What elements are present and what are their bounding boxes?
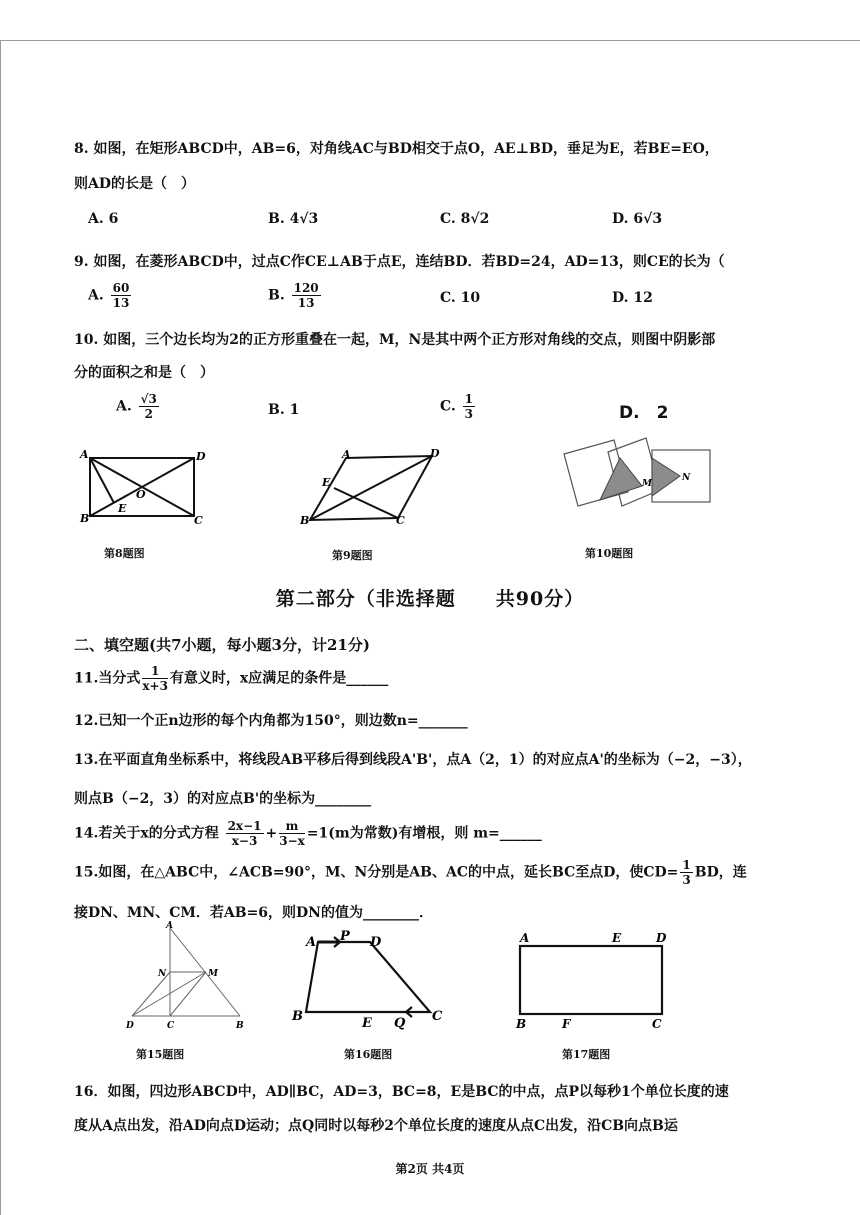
- figure-8-caption: 第8题图: [104, 547, 145, 560]
- q15-line2: 接DN、MN、CM．若AB=6，则DN的值为________．: [74, 905, 433, 921]
- fill-in-section-heading: 二、填空题(共7小题，每小题3分，计21分): [74, 636, 370, 654]
- fig9-label-d: D: [430, 447, 440, 460]
- q14-fraction-2: [279, 819, 305, 848]
- fig16-label-c: C: [432, 1009, 443, 1024]
- figure-15: [124, 922, 254, 1032]
- q10-option-b: B. 1: [268, 402, 300, 418]
- fig15-segment-cm: [170, 972, 206, 1016]
- q9-option-b-label: B.: [268, 287, 285, 304]
- q9-option-a-fraction: [111, 281, 132, 310]
- fig15-label-d: D: [126, 1021, 134, 1031]
- fig8-label-o: O: [136, 488, 146, 501]
- fig8-label-e: E: [118, 502, 127, 515]
- fig8-label-d: D: [196, 450, 206, 463]
- fig10-label-m: M: [642, 479, 652, 489]
- q9-option-a-numerator: 60: [112, 281, 130, 295]
- q10-stem-line2: 分的面积之和是（ ）: [74, 365, 214, 381]
- q14-fraction-1-numerator: 2x−1: [227, 819, 262, 833]
- fig17-label-f: F: [562, 1017, 571, 1031]
- q10-option-c-denominator: 3: [464, 407, 474, 421]
- figure-16-caption: 第16题图: [344, 1048, 393, 1061]
- q9-option-b-numerator: 120: [293, 281, 319, 295]
- figure-17: [512, 926, 692, 1036]
- q10-option-a-denominator: 2: [144, 407, 153, 421]
- q11-denominator: x+3: [142, 679, 168, 693]
- fig17-label-c: C: [652, 1017, 662, 1031]
- figure-10-caption: 第10题图: [585, 547, 634, 560]
- fig8-label-b: B: [80, 512, 90, 525]
- q14-suffix: =1(m为常数)有增根，则 m=______: [306, 825, 542, 842]
- fig16-trapezoid: [306, 942, 430, 1012]
- fig17-label-a: A: [520, 931, 530, 945]
- q15-numerator: 1: [682, 858, 691, 872]
- fig10-shaded-region-2: [652, 458, 680, 496]
- q9-stem: 9. 如图，在菱形ABCD中，过点C作CE⊥AB于点E，连结BD．若BD=24，AD=13，则CE的长为（: [74, 254, 725, 270]
- q11-suffix: 有意义时，x应满足的条件是______: [169, 670, 389, 687]
- q15-line1: [74, 858, 747, 887]
- q10-option-c: [440, 392, 477, 421]
- fig9-label-a: A: [342, 448, 351, 461]
- figure-17-caption: 第17题图: [562, 1048, 611, 1061]
- fig17-label-e: E: [612, 931, 622, 945]
- q9-option-a-denominator: 13: [112, 296, 130, 310]
- q9-option-a: [88, 281, 133, 310]
- figure-10: [560, 434, 720, 524]
- figure-8: [78, 448, 218, 528]
- figure-9-caption: 第9题图: [332, 549, 373, 562]
- fig8-label-a: A: [80, 448, 89, 461]
- figure-15-caption: 第15题图: [136, 1048, 185, 1061]
- q15-fraction: [680, 858, 692, 887]
- fig15-label-c: C: [167, 1021, 175, 1031]
- fig16-label-p: P: [340, 929, 350, 944]
- q14-fraction-2-numerator: m: [279, 819, 305, 834]
- q10-option-a-numerator: √3: [140, 392, 157, 406]
- q10-stem-line1: 10. 如图，三个边长均为2的正方形重叠在一起，M，N是其中两个正方形对角线的交点，则图中阴影部: [74, 332, 716, 348]
- q9-option-b-denominator: 13: [297, 296, 315, 310]
- q16-line1: 16．如图，四边形ABCD中，AD∥BC，AD=3，BC=8，E是BC的中点，点P以每秒1个单位长度的速: [74, 1084, 729, 1100]
- q11-fraction: [142, 664, 168, 693]
- fig16-label-d: D: [370, 935, 382, 950]
- q8-stem-line1: 8. 如图，在矩形ABCD中，AB=6，对角线AC与BD相交于点O，AE⊥BD，垂足为E，若BE=EO，: [74, 141, 719, 157]
- q14-prefix: 14.若关于x的分式方程: [74, 825, 219, 842]
- q11-numerator: 1: [142, 664, 168, 679]
- q8-option-c: C. 8√2: [440, 211, 490, 227]
- q13-line1: 13.在平面直角坐标系中，将线段AB平移后得到线段A'B'，点A（2，1）的对应点A'的坐标为（−2，−3），: [74, 752, 752, 768]
- fig15-label-m: M: [208, 969, 218, 979]
- fig16-label-e: E: [362, 1016, 372, 1031]
- q8-option-d: D. 6√3: [612, 211, 663, 227]
- q14-fraction-1: [226, 819, 264, 848]
- q9-option-b: [268, 281, 323, 310]
- fig17-label-d: D: [656, 931, 667, 945]
- q8-stem-line2: 则AD的长是（ ）: [74, 176, 196, 192]
- q10-option-a-fraction: [139, 392, 159, 421]
- q9-option-a-label: A.: [88, 287, 104, 304]
- q15-denominator: 3: [682, 873, 691, 887]
- q8-option-a: A. 6: [88, 211, 119, 227]
- fig15-label-n: N: [158, 969, 167, 979]
- q15-prefix: 15.如图，在△ABC中，∠ACB=90°，M、N分别是AB、AC的中点，延长BC至点D，使CD=: [74, 864, 679, 881]
- q15-suffix: BD，连: [694, 864, 747, 881]
- fig9-label-b: B: [300, 514, 310, 527]
- fig17-rectangle: [520, 946, 662, 1014]
- fig10-label-n: N: [682, 473, 691, 483]
- q8-option-b: B. 4√3: [268, 211, 319, 227]
- q12: 12.已知一个正n边形的每个内角都为150°，则边数n=_______: [74, 713, 468, 729]
- fig15-label-a: A: [166, 921, 173, 931]
- part-two-heading: 第二部分（非选择题 共90分）: [275, 588, 585, 610]
- q16-line2: 度从A点出发，沿AD向点D运动；点Q同时以每秒2个单位长度的速度从点C出发，沿CB向点B运: [74, 1118, 678, 1134]
- fig16-label-a: A: [306, 935, 317, 950]
- q14: [74, 819, 542, 848]
- q11: [74, 664, 388, 693]
- q13-line2: 则点B（−2，3）的对应点B'的坐标为________: [74, 791, 372, 807]
- fig17-label-b: B: [516, 1017, 527, 1031]
- q14-fraction-2-denominator: 3−x: [279, 834, 305, 848]
- q9-option-c: C. 10: [440, 290, 481, 306]
- scan-left-border: [0, 40, 1, 1215]
- q10-option-a-label: A.: [116, 398, 132, 415]
- q9-option-b-fraction: [292, 281, 321, 310]
- figure-9: [298, 446, 448, 526]
- q10-option-d: D. 2: [619, 403, 669, 423]
- fig8-label-c: C: [194, 514, 203, 527]
- q10-option-a: [116, 392, 161, 421]
- q11-prefix: 11.当分式: [74, 670, 141, 687]
- scan-top-border: [0, 40, 860, 41]
- fig15-segment-dm: [132, 972, 206, 1016]
- page-number-footer: 第2页 共4页: [395, 1162, 465, 1176]
- q10-option-c-label: C.: [440, 398, 456, 415]
- fig9-label-c: C: [396, 514, 405, 527]
- figure-16: [290, 928, 450, 1031]
- q10-option-c-fraction: [463, 392, 475, 421]
- q9-option-d: D. 12: [612, 290, 653, 306]
- q10-option-c-numerator: 1: [464, 392, 474, 406]
- fig9-label-e: E: [322, 476, 331, 489]
- fig16-label-b: B: [292, 1009, 303, 1024]
- q14-fraction-1-denominator: x−3: [231, 834, 258, 848]
- q14-plus: +: [265, 825, 278, 842]
- fig16-label-q: Q: [394, 1016, 406, 1031]
- fig15-label-b: B: [236, 1021, 244, 1031]
